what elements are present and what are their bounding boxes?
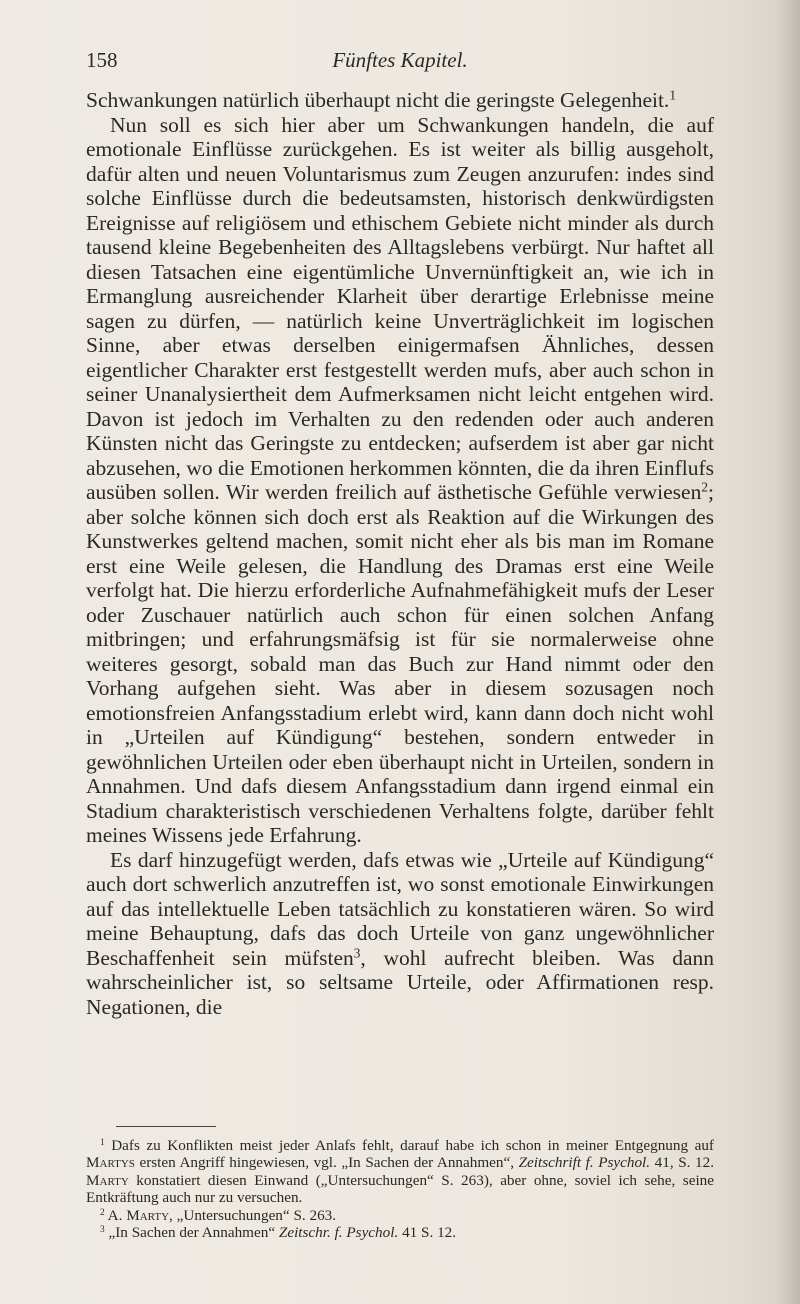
body-text-run: Schwankungen natürlich überhaupt nicht die geringste Gelegenheit. (86, 88, 670, 112)
footnote-text-run: , „Untersuchungen“ S. 263. (169, 1206, 337, 1224)
footnote-text-run: 41, S. 12. (650, 1154, 714, 1172)
footnote-text-run: konstatiert diesen Einwand („Untersuchungen“ S. 263), aber ohne, soviel ich sehe, seine Entkräftung auch nur zu versuchen. (86, 1171, 714, 1207)
footnote-text-run: ersten Angriff hingewiesen, vgl. „In Sachen der Annahmen“, (134, 1154, 519, 1172)
footnote-rule (116, 1126, 216, 1127)
body-footnote-marker: 2 (701, 479, 709, 495)
footnote-footnote-marker: 1 (100, 1137, 105, 1148)
footnote-author-name: Marty (86, 1171, 129, 1189)
footnote-text-run: „In Sachen der Annahmen“ (104, 1224, 279, 1242)
footnote (86, 1207, 714, 1224)
page-edge-shadow (778, 0, 800, 1304)
footnote (86, 1137, 714, 1207)
footnote-journal-title: Zeitschrift f. Psychol. (518, 1154, 651, 1172)
body-text-run: , wohl aufrecht bleiben. Was dann wahrscheinlicher ist, so seltsame Urteile, oder Affirmationen resp. Negationen, die (86, 945, 714, 1019)
footnote (86, 1224, 714, 1241)
footnote-footnote-marker: 2 (100, 1207, 105, 1218)
paragraph (86, 848, 714, 1020)
footnote-journal-title: Zeitschr. f. Psychol. (278, 1224, 399, 1242)
running-head: Fünftes Kapitel. (332, 48, 468, 72)
page-number: 158 (86, 48, 118, 72)
footnote-footnote-marker: 3 (100, 1224, 105, 1235)
footnote-author-name: Marty (126, 1206, 170, 1224)
footnotes (86, 1137, 714, 1241)
footnote-author-name: Martys (86, 1154, 135, 1172)
paragraph (86, 113, 714, 848)
body-footnote-marker: 1 (669, 87, 676, 103)
footnote-text-run: Dafs zu Konflikten meist jeder Anlafs fehlt, darauf habe ich schon in meiner Entgegnung auf (104, 1137, 714, 1154)
body-text-run: Nun soll es sich hier aber um Schwankungen handeln, die auf emotionale Einflüsse zurückgehen. Es ist weiter als billig ausgeholt, dafür alten und neuen Voluntarismus zum Zeugen anzurufen: indes sind solche Einflüsse durch die bedeutsamsten, historisch denkwürdigsten Ereignisse auf religiösem und ethischem Gebiete nicht minder als durch tausend kleine Begebenheiten des Alltagslebens verbürgt. Nur haftet all diesen Tatsachen eine eigentümliche Unvernünftigkeit an, wie ich in Ermanglung ausreichender Klarheit über derartige Erlebnisse meine sagen zu dürfen, — natürlich keine Unverträglichkeit im logischen Sinne, aber etwas derselben einigermafsen Ähnliches, dessen eigentlicher Charakter erst festgestellt werden mufs, aber auch schon in seiner Unanalysiertheit dem Aufmerksamen nicht leicht entgehen wird. Davon ist jedoch im Verhalten zu den redenden oder auch anderen Künsten nicht das Geringste zu entdecken; aufserdem ist aber gar nicht abzusehen, wo die Emotionen herkommen könnten, die da ihren Einflufs ausüben sollen. Wir werden freilich auf ästhetische Gefühle verwiesen (86, 112, 714, 504)
footnote-text-run: A. (104, 1206, 127, 1224)
body-text-run: ; aber solche können sich doch erst als Reaktion auf die Wirkungen des Kunstwerkes geltend machen, somit nicht eher als bis man im Romane erst eine Weile gelesen, die Handlung des Dramas erst eine Weile verfolgt hat. Die hierzu erforderliche Aufnahmefähigkeit mufs der Leser oder Zuschauer natürlich auch schon für einen solchen Anfang mitbringen; und erfahrungsmäfsig ist für sie normalerweise ohne weiteres gesorgt, sobald man das Buch zur Hand nimmt oder den Vorhang aufgehen sieht. Was aber in diesem sozusagen noch emotionsfreien Anfangsstadium erlebt wird, kann dann doch nicht wohl in „Urteilen auf Kündigung“ bestehen, sondern entweder in gewöhnlichen Urteilen oder eben überhaupt nicht in Urteilen, sondern in Annahmen. Und dafs diesem Anfangsstadium dann irgend einmal ein Stadium charakteristisch verschiedenen Verhaltens folgte, darüber fehlt meines Wissens jede Erfahrung. (86, 480, 714, 847)
paragraph (86, 88, 714, 113)
page-header (86, 48, 714, 78)
body-footnote-marker: 3 (353, 945, 361, 961)
footnote-text-run: 41 S. 12. (398, 1224, 457, 1242)
body-text (86, 88, 714, 1019)
body-text-run: Es darf hinzugefügt werden, dafs etwas wie „Urteile auf Kündigung“ auch dort schwerlich anzutreffen ist, wo sonst emotionale Einwirkungen auf das intellektuelle Leben tatsächlich zu konstatieren wären. So wird meine Behauptung, dafs das doch Urteile von ganz ungewöhnlicher Beschaffenheit sein müfsten (86, 847, 714, 970)
